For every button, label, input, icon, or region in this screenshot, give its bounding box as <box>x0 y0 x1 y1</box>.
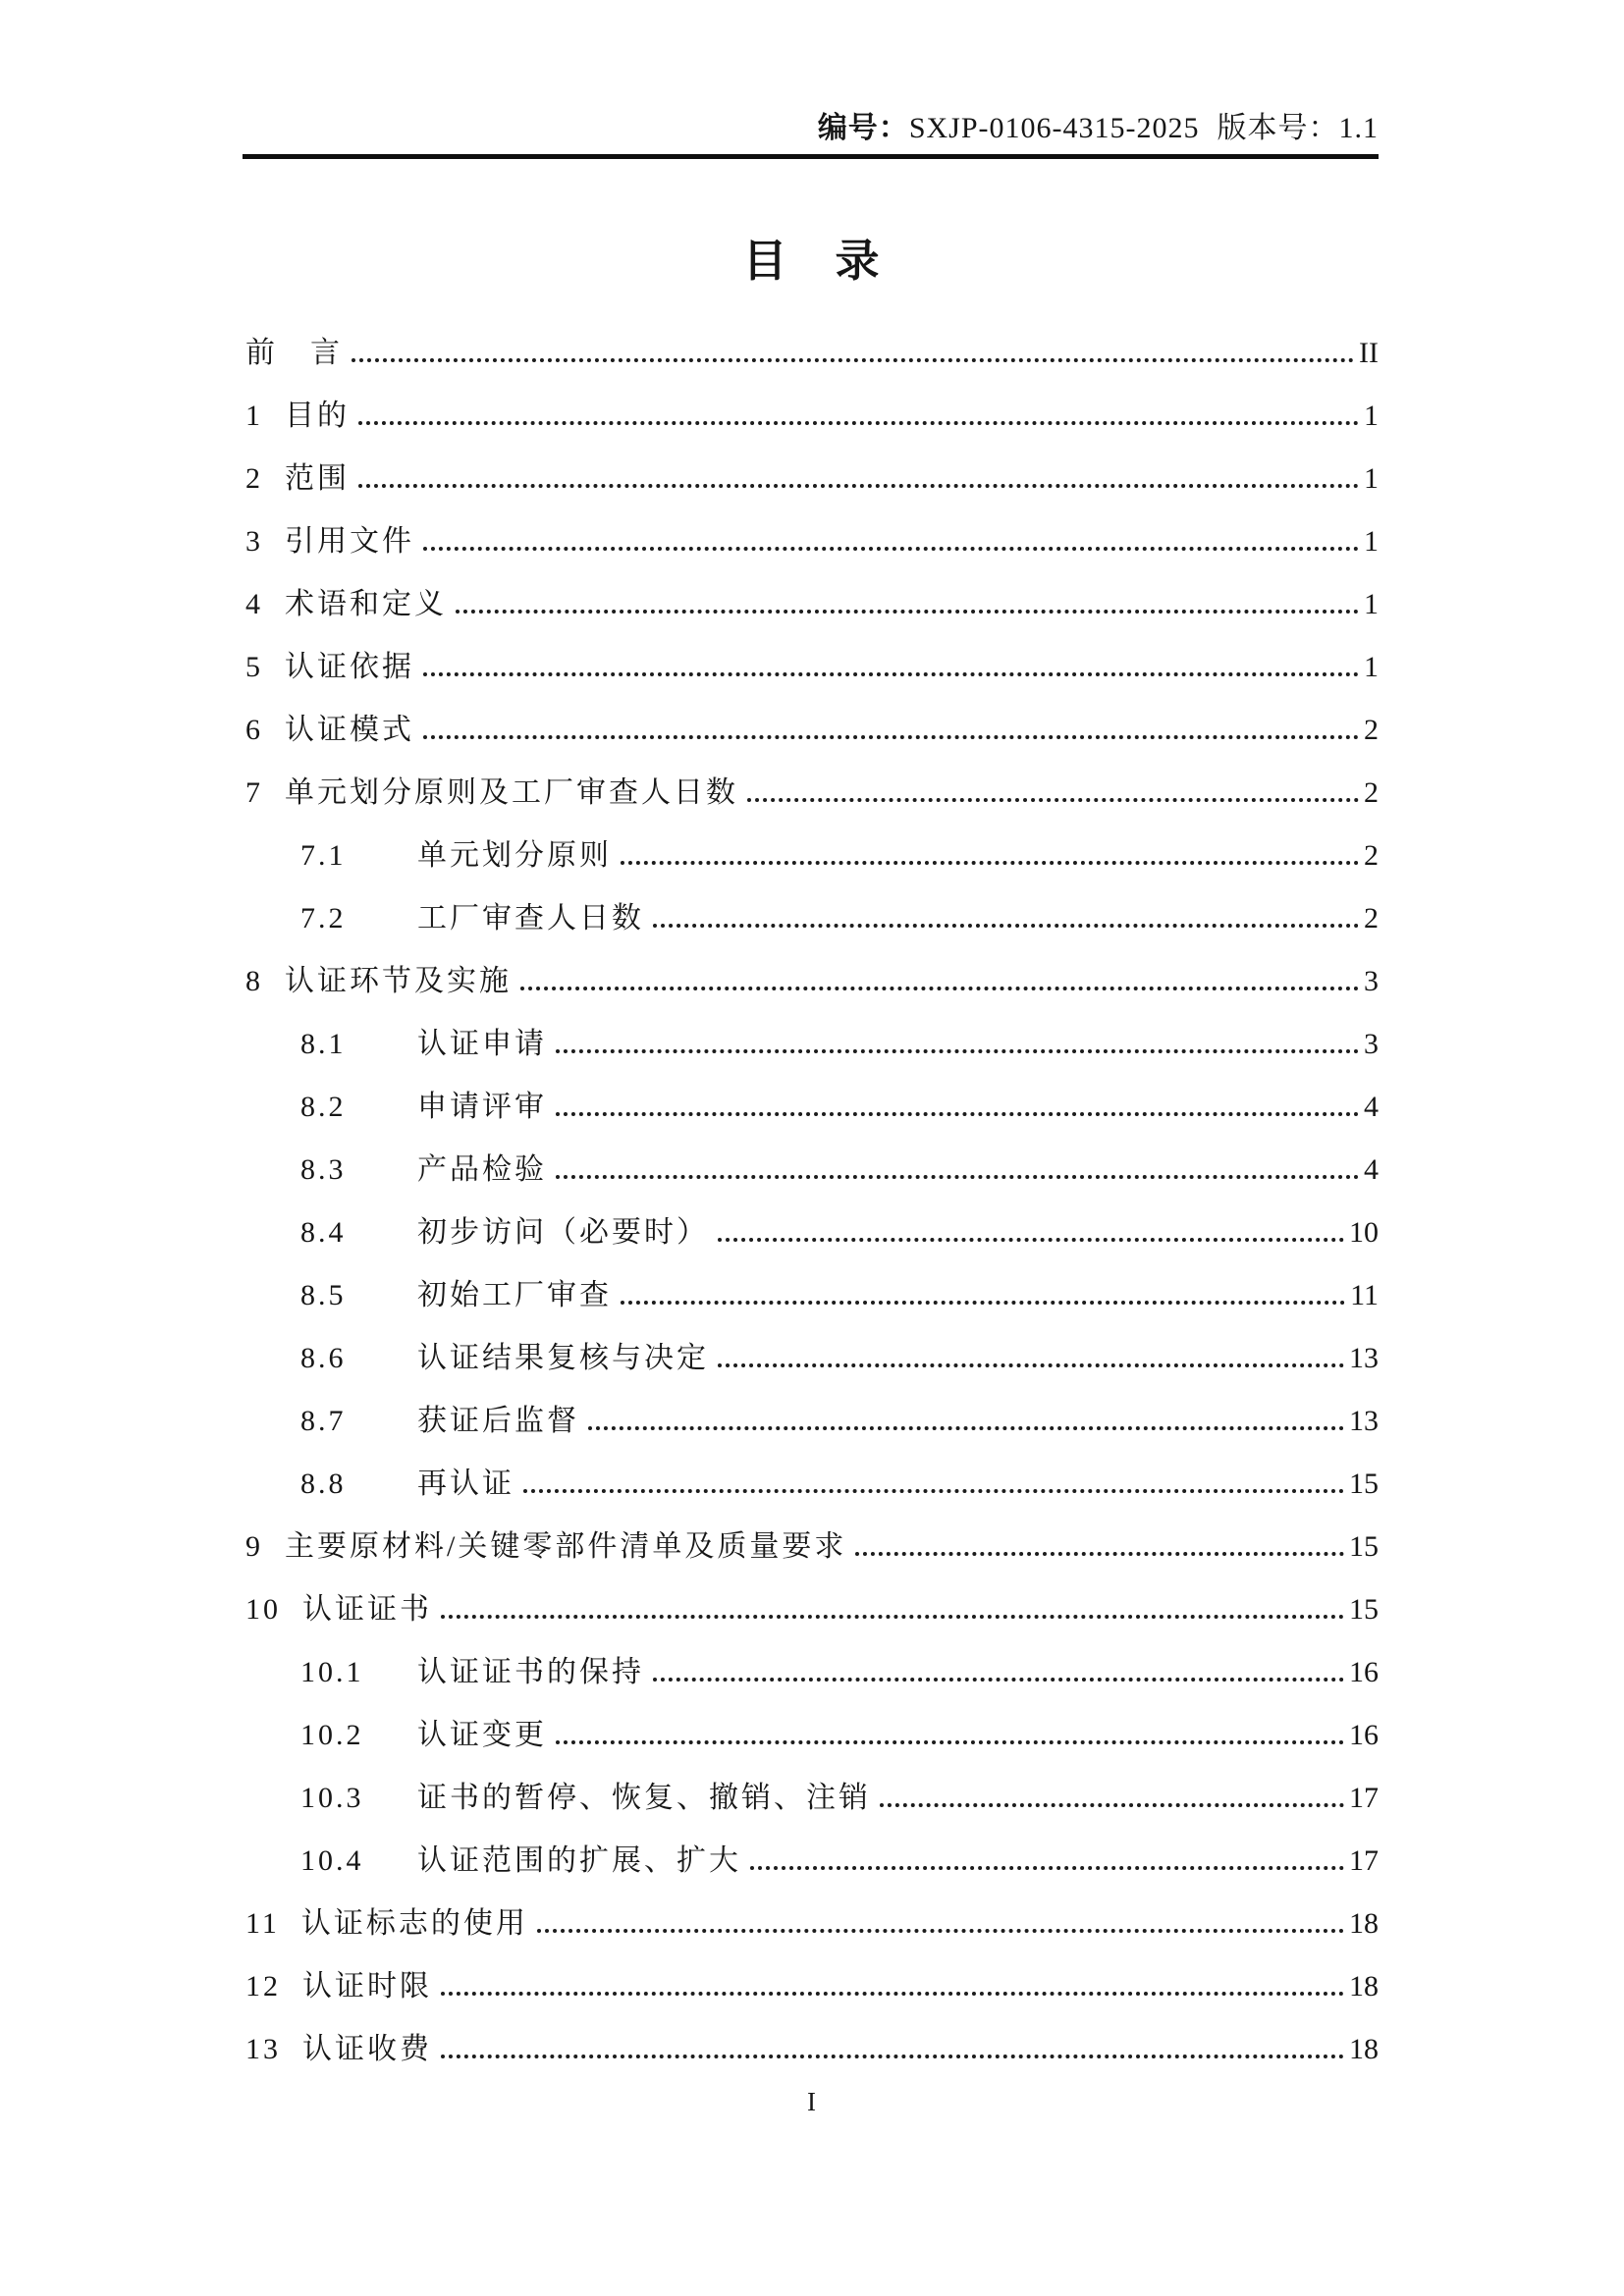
toc-entry-number: 1 <box>245 400 263 432</box>
toc-entry-label: 认证范围的扩展、扩大 <box>417 1844 741 1877</box>
toc-entry-number: 6 <box>245 714 263 746</box>
toc-entry-page: 18 <box>1349 2033 1379 2065</box>
toc-entry-number: 8.1 <box>300 1028 347 1060</box>
toc-entry-page: II <box>1359 337 1379 369</box>
dot-leader <box>423 547 1359 551</box>
toc-entry-page: 3 <box>1364 965 1379 997</box>
toc-entry-label: 认证证书的保持 <box>417 1656 644 1688</box>
dot-leader <box>441 2055 1344 2058</box>
toc-entry-number: 8.7 <box>300 1405 347 1437</box>
toc-entry-page: 1 <box>1364 525 1379 558</box>
toc-entry <box>245 818 1379 881</box>
toc-entry-page: 2 <box>1364 714 1379 746</box>
toc-entry <box>245 1509 1379 1572</box>
toc-entry-page: 16 <box>1349 1719 1379 1751</box>
toc-entry-page: 4 <box>1364 1091 1379 1123</box>
toc-entry <box>245 441 1379 504</box>
toc-entry <box>245 1132 1379 1195</box>
dot-leader <box>718 1363 1344 1367</box>
toc-entry <box>245 1069 1379 1132</box>
toc-entry-label: 产品检验 <box>417 1153 547 1186</box>
toc-entry-label: 认证环节及实施 <box>285 965 512 997</box>
toc-entry-label: 初步访问（必要时） <box>417 1216 709 1249</box>
dot-leader <box>423 672 1359 676</box>
toc-entry-page: 11 <box>1350 1279 1379 1311</box>
toc-entry-number: 8.6 <box>300 1342 347 1374</box>
toc-entry-number: 8.5 <box>300 1279 347 1311</box>
toc-entry-number: 2 <box>245 462 263 495</box>
toc-entry-page: 15 <box>1349 1468 1379 1500</box>
toc-entry-number: 8.3 <box>300 1153 347 1186</box>
dot-leader <box>556 1175 1359 1179</box>
dot-leader <box>523 1489 1344 1493</box>
toc-entry-label: 认证标志的使用 <box>300 1907 528 1940</box>
toc-entry-number: 10.3 <box>300 1782 364 1814</box>
dot-leader <box>556 1049 1359 1053</box>
toc-entry-label: 再认证 <box>417 1468 514 1500</box>
toc-entry-page: 2 <box>1364 776 1379 809</box>
toc-entry-label: 认证证书 <box>302 1593 432 1626</box>
toc-entry <box>245 755 1379 818</box>
dot-leader <box>588 1426 1344 1430</box>
toc-entry-page: 15 <box>1349 1593 1379 1626</box>
toc-entry-number: 8.2 <box>300 1091 347 1123</box>
toc-entry-page: 2 <box>1364 902 1379 934</box>
toc-entry-label: 认证变更 <box>417 1719 547 1751</box>
dot-leader <box>747 798 1359 802</box>
toc-entry-label: 认证结果复核与决定 <box>417 1342 709 1374</box>
toc-entry <box>245 315 1379 378</box>
toc-entry-label: 主要原材料/关键零部件清单及质量要求 <box>285 1530 847 1563</box>
toc-entry <box>245 1949 1379 2011</box>
toc-entry-label: 术语和定义 <box>285 588 447 620</box>
version-value: 1.1 <box>1338 112 1379 144</box>
toc-entry-label: 单元划分原则及工厂审查人日数 <box>285 776 738 809</box>
dot-leader <box>441 1992 1344 1996</box>
toc-entry <box>245 1006 1379 1069</box>
footer-page-number: I <box>807 2087 817 2116</box>
doc-number-label: 编号： <box>817 112 909 144</box>
toc-entry-page: 1 <box>1364 400 1379 432</box>
toc-entry-page: 13 <box>1349 1405 1379 1437</box>
toc-entry-number: 13 <box>245 2033 281 2065</box>
toc-entry <box>245 1257 1379 1320</box>
toc-entry-page: 17 <box>1349 1844 1379 1877</box>
toc-entry-number: 8.4 <box>300 1216 347 1249</box>
toc-entry <box>245 1446 1379 1509</box>
toc-entry-page: 10 <box>1349 1216 1379 1249</box>
toc-entry-number: 4 <box>245 588 263 620</box>
toc-entry-page: 1 <box>1364 462 1379 495</box>
toc-entry-page: 1 <box>1364 651 1379 683</box>
toc-entry-label: 认证模式 <box>285 714 414 746</box>
toc-entry-page: 18 <box>1349 1970 1379 2002</box>
toc-entry-page: 1 <box>1364 588 1379 620</box>
toc-entry <box>245 1886 1379 1949</box>
toc-entry <box>245 1823 1379 1886</box>
toc-entry-label: 认证时限 <box>302 1970 432 2002</box>
dot-leader <box>750 1866 1344 1870</box>
toc-entry-label: 引用文件 <box>285 525 414 558</box>
toc-entry <box>245 378 1379 441</box>
dot-leader <box>520 987 1359 990</box>
toc-entry-label: 认证依据 <box>285 651 414 683</box>
toc-entry-page: 2 <box>1364 839 1379 872</box>
dot-leader <box>352 358 1354 362</box>
toc-entry <box>245 2011 1379 2074</box>
toc-entry <box>245 504 1379 566</box>
toc-entry-page: 3 <box>1364 1028 1379 1060</box>
dot-leader <box>880 1803 1344 1807</box>
toc-entry <box>245 881 1379 943</box>
dot-leader <box>358 484 1359 488</box>
toc-entry-number: 12 <box>245 1970 281 2002</box>
dot-leader <box>855 1552 1344 1556</box>
toc-entry-number: 7.1 <box>300 839 347 872</box>
toc-entry-number: 8.8 <box>300 1468 347 1500</box>
toc-entry-number: 9 <box>245 1530 263 1563</box>
dot-leader <box>423 735 1359 739</box>
toc-entry-label: 初始工厂审查 <box>417 1279 612 1311</box>
version-label: 版本号： <box>1217 112 1339 144</box>
toc-entry <box>245 629 1379 692</box>
toc-entry-label: 获证后监督 <box>417 1405 579 1437</box>
doc-number-value: SXJP-0106-4315-2025 <box>908 112 1200 144</box>
toc-entry <box>245 943 1379 1006</box>
toc-entry-label: 前 言 <box>245 337 343 369</box>
toc-entry-number: 11 <box>245 1907 280 1940</box>
toc-entry-label: 单元划分原则 <box>417 839 612 872</box>
toc-list <box>245 315 1379 2074</box>
toc-entry-number: 8 <box>245 965 263 997</box>
header-rule <box>243 154 1379 159</box>
toc-entry-number: 10.1 <box>300 1656 364 1688</box>
toc-entry <box>245 1697 1379 1760</box>
toc-entry-page: 15 <box>1349 1530 1379 1563</box>
toc-entry-page: 18 <box>1349 1907 1379 1940</box>
toc-entry-label: 申请评审 <box>417 1091 547 1123</box>
dot-leader <box>621 1301 1345 1305</box>
toc-entry-page: 17 <box>1349 1782 1379 1814</box>
dot-leader <box>556 1740 1344 1744</box>
toc-entry-number: 10 <box>245 1593 281 1626</box>
toc-entry-number: 10.4 <box>300 1844 364 1877</box>
toc-entry <box>245 692 1379 755</box>
toc-entry-label: 认证收费 <box>302 2033 432 2065</box>
toc-entry-number: 3 <box>245 525 263 558</box>
toc-entry <box>245 1760 1379 1823</box>
toc-entry <box>245 1383 1379 1446</box>
dot-leader <box>537 1929 1344 1933</box>
toc-entry <box>245 1634 1379 1697</box>
toc-entry <box>245 1572 1379 1634</box>
toc-entry-number: 5 <box>245 651 263 683</box>
toc-entry-label: 目的 <box>285 400 350 432</box>
toc-entry <box>245 566 1379 629</box>
toc-entry <box>245 1320 1379 1383</box>
dot-leader <box>441 1615 1344 1619</box>
toc-entry-number: 10.2 <box>300 1719 364 1751</box>
dot-leader <box>556 1112 1359 1116</box>
dot-leader <box>653 924 1359 928</box>
toc-entry-page: 16 <box>1349 1656 1379 1688</box>
dot-leader <box>456 610 1359 614</box>
toc-entry-page: 13 <box>1349 1342 1379 1374</box>
toc-entry-label: 认证申请 <box>417 1028 547 1060</box>
toc-entry-number: 7 <box>245 776 263 809</box>
dot-leader <box>718 1238 1344 1242</box>
toc-entry <box>245 1195 1379 1257</box>
toc-entry-label: 工厂审查人日数 <box>417 902 644 934</box>
dot-leader <box>653 1678 1344 1682</box>
toc-entry-label: 范围 <box>285 462 350 495</box>
dot-leader <box>358 421 1359 425</box>
toc-entry-label: 证书的暂停、恢复、撤销、注销 <box>417 1782 871 1814</box>
toc-entry-page: 4 <box>1364 1153 1379 1186</box>
dot-leader <box>621 861 1359 865</box>
document-header <box>818 110 1379 147</box>
page-title: 目 录 <box>742 237 882 286</box>
toc-entry-number: 7.2 <box>300 902 347 934</box>
